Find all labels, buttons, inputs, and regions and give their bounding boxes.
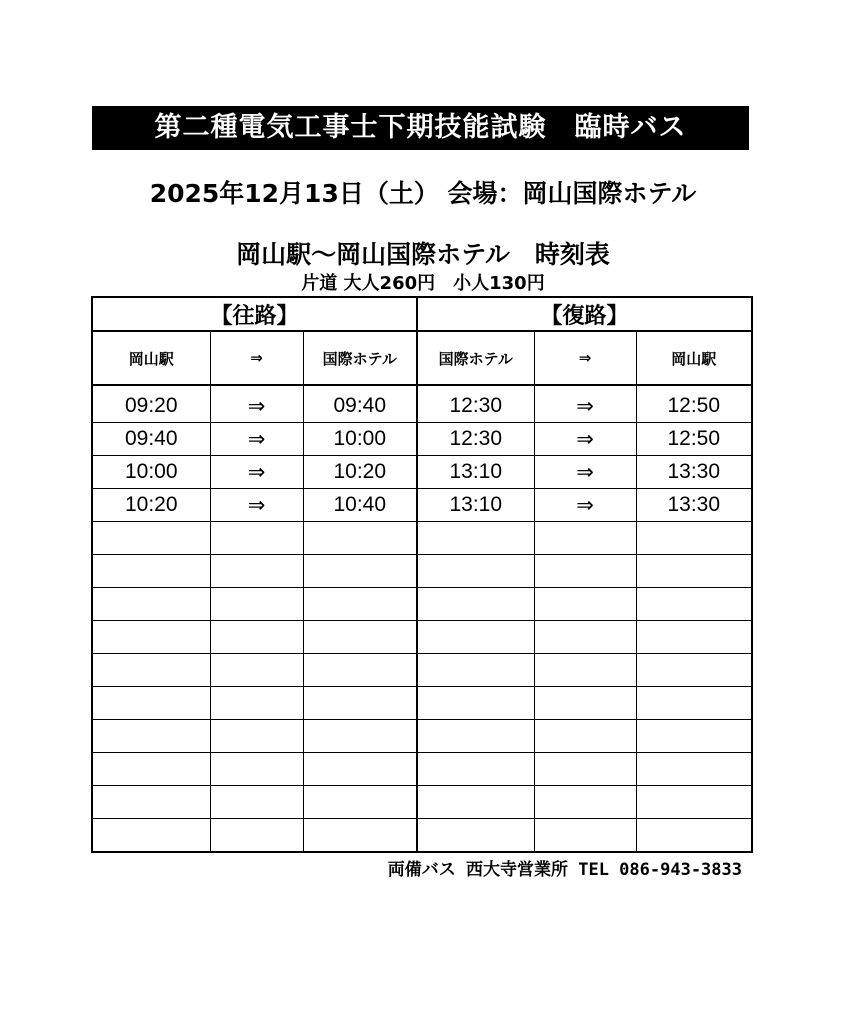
empty-row	[92, 654, 752, 687]
empty-cell	[92, 621, 210, 654]
empty-cell	[303, 588, 417, 621]
empty-cell	[210, 621, 303, 654]
empty-cell	[303, 687, 417, 720]
column-header: 国際ホテル	[417, 331, 534, 385]
empty-row	[92, 819, 752, 853]
empty-cell	[417, 786, 534, 819]
section-outbound: 【往路】	[92, 297, 417, 331]
empty-cell	[534, 588, 636, 621]
departure-time: 13:10	[417, 489, 534, 522]
arrival-time: 13:30	[636, 456, 752, 489]
empty-cell	[417, 819, 534, 853]
empty-cell	[210, 588, 303, 621]
empty-row	[92, 687, 752, 720]
column-header: 岡山駅	[636, 331, 752, 385]
empty-cell	[92, 819, 210, 853]
empty-cell	[636, 786, 752, 819]
departure-time: 09:20	[92, 385, 210, 423]
empty-row	[92, 588, 752, 621]
empty-cell	[534, 753, 636, 786]
departure-time: 12:30	[417, 423, 534, 456]
empty-cell	[303, 819, 417, 853]
column-header: 国際ホテル	[303, 331, 417, 385]
empty-cell	[534, 720, 636, 753]
empty-cell	[210, 819, 303, 853]
empty-cell	[636, 522, 752, 555]
empty-cell	[210, 522, 303, 555]
empty-cell	[92, 720, 210, 753]
empty-row	[92, 621, 752, 654]
empty-row	[92, 555, 752, 588]
empty-cell	[303, 555, 417, 588]
footer-contact: 両備バス 西大寺営業所 TEL 086-943-3833	[387, 860, 742, 880]
arrival-time: 10:40	[303, 489, 417, 522]
timetable	[91, 296, 753, 853]
arrival-time: 13:30	[636, 489, 752, 522]
empty-cell	[303, 522, 417, 555]
empty-cell	[303, 720, 417, 753]
empty-cell	[636, 621, 752, 654]
empty-cell	[210, 654, 303, 687]
empty-cell	[417, 588, 534, 621]
arrival-time: 12:50	[636, 385, 752, 423]
empty-cell	[92, 588, 210, 621]
arrow-icon: ⇒	[534, 423, 636, 456]
empty-cell	[636, 588, 752, 621]
empty-row	[92, 786, 752, 819]
empty-cell	[92, 753, 210, 786]
empty-cell	[534, 687, 636, 720]
arrow-icon: ⇒	[534, 331, 636, 385]
empty-cell	[417, 753, 534, 786]
arrival-time: 10:20	[303, 456, 417, 489]
arrival-time: 09:40	[303, 385, 417, 423]
empty-cell	[534, 654, 636, 687]
empty-cell	[417, 522, 534, 555]
empty-cell	[210, 720, 303, 753]
arrow-icon: ⇒	[534, 456, 636, 489]
fare-info: 片道 大人260円 小人130円	[301, 273, 545, 294]
arrow-icon: ⇒	[210, 423, 303, 456]
departure-time: 12:30	[417, 385, 534, 423]
empty-cell	[417, 555, 534, 588]
table-row	[92, 423, 752, 456]
arrow-icon: ⇒	[210, 331, 303, 385]
arrow-icon: ⇒	[210, 489, 303, 522]
empty-cell	[303, 621, 417, 654]
empty-cell	[534, 819, 636, 853]
empty-cell	[92, 654, 210, 687]
empty-cell	[636, 819, 752, 853]
departure-time: 10:00	[92, 456, 210, 489]
departure-time: 13:10	[417, 456, 534, 489]
empty-cell	[303, 654, 417, 687]
arrival-time: 10:00	[303, 423, 417, 456]
empty-cell	[534, 555, 636, 588]
empty-cell	[636, 555, 752, 588]
empty-cell	[210, 786, 303, 819]
empty-cell	[636, 687, 752, 720]
empty-cell	[210, 753, 303, 786]
empty-row	[92, 753, 752, 786]
departure-time: 09:40	[92, 423, 210, 456]
empty-cell	[417, 654, 534, 687]
empty-cell	[303, 753, 417, 786]
empty-cell	[92, 786, 210, 819]
table-row	[92, 456, 752, 489]
table-row	[92, 489, 752, 522]
arrow-icon: ⇒	[534, 489, 636, 522]
section-return: 【復路】	[417, 297, 752, 331]
empty-cell	[92, 687, 210, 720]
arrow-icon: ⇒	[210, 385, 303, 423]
empty-cell	[92, 522, 210, 555]
empty-cell	[534, 621, 636, 654]
empty-cell	[636, 720, 752, 753]
banner-title: 第二種電気工事士下期技能試験 臨時バス	[92, 106, 749, 150]
empty-cell	[534, 522, 636, 555]
empty-cell	[210, 555, 303, 588]
arrival-time: 12:50	[636, 423, 752, 456]
empty-row	[92, 522, 752, 555]
empty-row	[92, 720, 752, 753]
empty-cell	[636, 753, 752, 786]
empty-cell	[636, 654, 752, 687]
departure-time: 10:20	[92, 489, 210, 522]
empty-cell	[417, 621, 534, 654]
table-row	[92, 385, 752, 423]
empty-cell	[534, 786, 636, 819]
empty-cell	[303, 786, 417, 819]
empty-cell	[210, 687, 303, 720]
empty-cell	[417, 720, 534, 753]
arrow-icon: ⇒	[210, 456, 303, 489]
column-header: 岡山駅	[92, 331, 210, 385]
arrow-icon: ⇒	[534, 385, 636, 423]
timetable-title: 岡山駅～岡山国際ホテル 時刻表	[236, 240, 610, 269]
event-date-venue: 2025年12月13日（土） 会場：岡山国際ホテル	[149, 179, 697, 208]
empty-cell	[92, 555, 210, 588]
empty-cell	[417, 687, 534, 720]
